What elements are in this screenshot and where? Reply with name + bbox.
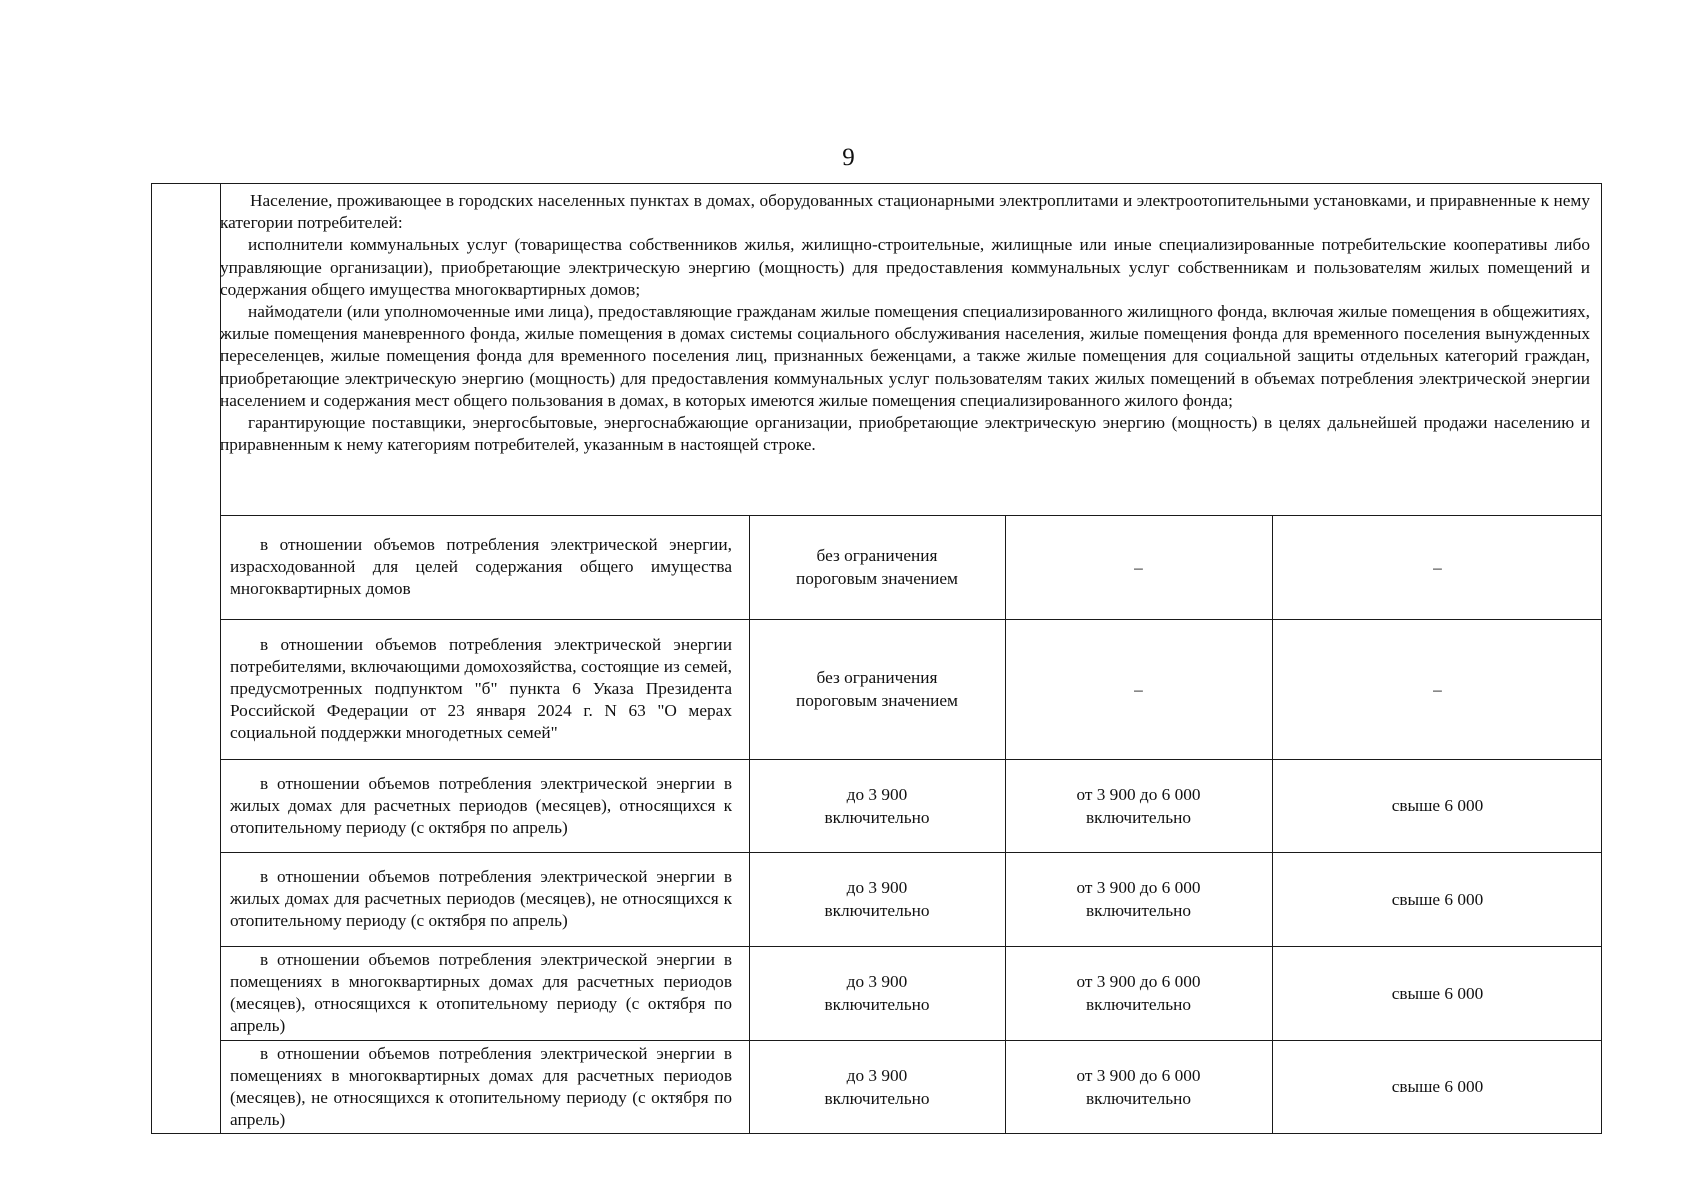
threshold-cell: до 3 900 включительно	[824, 784, 930, 827]
tariff-table	[151, 183, 1602, 1134]
table-row-description: в отношении объемов потребления электрической энергии в помещениях в многоквартирных домах для расчетных периодов (месяцев), не относящихся к отопительному периоду (с октября по апрель)	[230, 1043, 732, 1129]
threshold-cell: свыше 6 000	[1391, 889, 1484, 909]
threshold-cell: от 3 900 до 6 000 включительно	[1076, 1065, 1201, 1108]
table-row-description: в отношении объемов потребления электрической энергии в жилых домах для расчетных периодов (месяцев), не относящихся к отопительному периоду (с октября по апрель)	[230, 867, 732, 930]
table-row-description: в отношении объемов потребления электрической энергии, израсходованной для целей содержания общего имущества многоквартирных домов	[230, 535, 732, 598]
threshold-cell: от 3 900 до 6 000 включительно	[1076, 784, 1201, 827]
intro-paragraph: гарантирующие поставщики, энергосбытовые, энергоснабжающие организации, приобретающие электрическую энергию (мощность) в целях дальнейшей продажи населению и приравненным к нему категориям потребителей, указанным в настоящей строке.	[220, 413, 1590, 455]
threshold-cell: –	[1134, 557, 1143, 577]
threshold-cell: до 3 900 включительно	[824, 1065, 930, 1108]
threshold-cell: без ограничения пороговым значением	[795, 668, 958, 710]
category-description	[220, 190, 1590, 456]
threshold-cell: от 3 900 до 6 000 включительно	[1076, 972, 1201, 1014]
threshold-cell: свыше 6 000	[1391, 796, 1484, 815]
table-row-description: в отношении объемов потребления электрической энергии в жилых домах для расчетных периодов (месяцев), относящихся к отопительному периоду (с октября по апрель)	[230, 773, 732, 837]
table-row-description: в отношении объемов потребления электрической энергии в помещениях в многоквартирных домах для расчетных периодов (месяцев), относящихся к отопительному периоду (с октября по апрель)	[230, 950, 732, 1035]
threshold-cell: до 3 900 включительно	[824, 878, 930, 920]
threshold-cell: –	[1433, 679, 1442, 699]
page-number: 9	[842, 144, 855, 171]
threshold-cell: от 3 900 до 6 000 включительно	[1076, 878, 1201, 920]
threshold-cell: –	[1134, 679, 1143, 699]
intro-paragraph: исполнители коммунальных услуг (товарищества собственников жилья, жилищно-строительные, жилищные или иные специализированные потребительские кооперативы либо управляющие организации), приобретающие электрическую энергию (мощность) для предоставления коммунальных услуг собственникам и пользователям жилых помещений и содержания общего имущества многоквартирных домов;	[220, 235, 1590, 299]
table-row-description: в отношении объемов потребления электрической энергии потребителями, включающими домохозяйства, состоящие из семей, предусмотренных подпунктом "б" пункта 6 Указа Президента Российской Федерации от 23 января 2024 г. N 63 "О мерах социальной поддержки многодетных семей"	[230, 635, 732, 742]
threshold-cell: свыше 6 000	[1391, 1077, 1484, 1096]
intro-paragraph: Население, проживающее в городских населенных пунктах в домах, оборудованных стационарными электроплитами и электроотопительными установками, и приравненные к нему категории потребителей:	[220, 191, 1590, 233]
threshold-cell: до 3 900 включительно	[824, 972, 930, 1014]
threshold-cell: свыше 6 000	[1391, 983, 1484, 1003]
threshold-cell: –	[1433, 557, 1442, 577]
threshold-cell: без ограничения пороговым значением	[795, 546, 958, 588]
intro-paragraph: наймодатели (или уполномоченные ими лица), предоставляющие гражданам жилые помещения специализированного жилищного фонда, включая жилые помещения в общежитиях, жилые помещения маневренного фонда, жилые помещения в домах системы социального обслуживания населения, жилые помещения фонда для временного поселения вынужденных переселенцев, жилые помещения фонда для временного поселения лиц, признанных беженцами, а также жилые помещения для социальной защиты отдельных категорий граждан, приобретающие электрическую энергию (мощность) для предоставления коммунальных услуг пользователям таких жилых помещений в объемах потребления электрической энергии населением и содержания мест общего пользования в домах, в которых имеются жилые помещения специализированного жилого фонда;	[220, 302, 1590, 410]
